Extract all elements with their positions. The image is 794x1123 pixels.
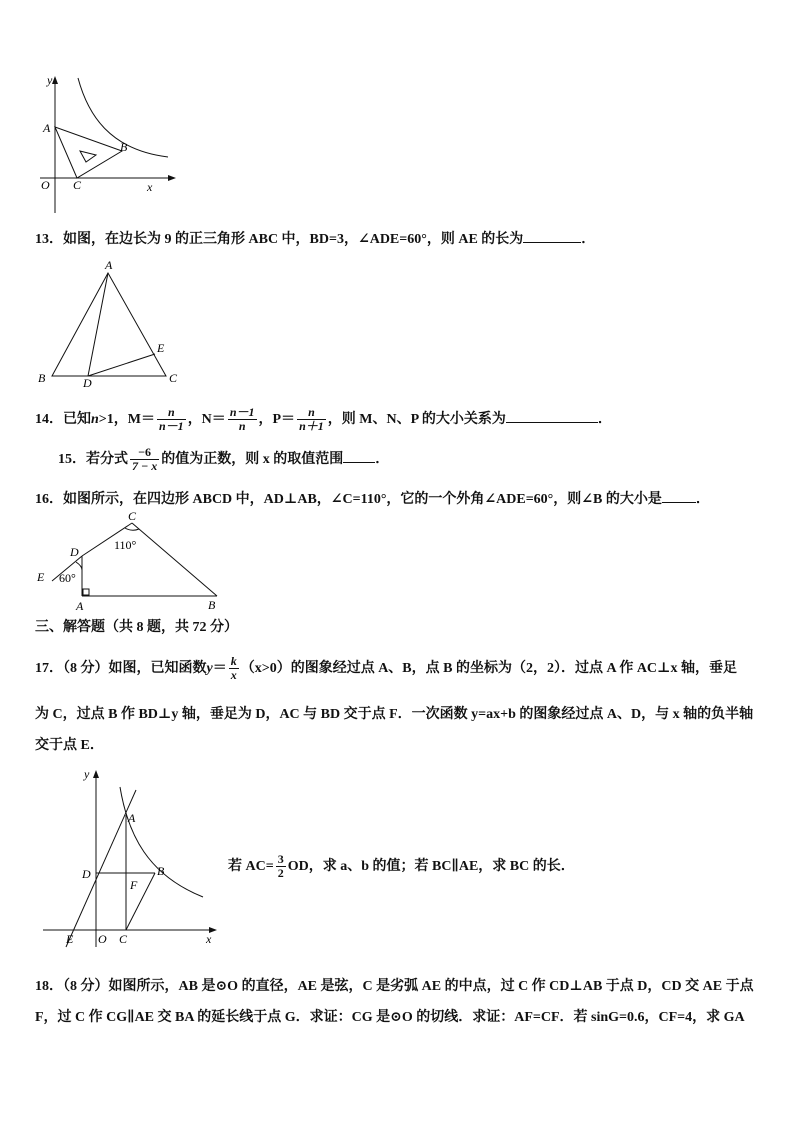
fig17-label-f: F xyxy=(130,878,138,892)
answer-blank-13[interactable] xyxy=(523,230,581,243)
fig17-label-d: D xyxy=(82,867,91,881)
question-14 xyxy=(35,406,612,434)
fraction-m-numerator: n xyxy=(157,406,186,420)
question-17-line2: 为 C，过点 B 作 BD⊥y 轴，垂足为 D，AC 与 BD 交于点 F．一次函数 y=ax+b 的图象经过点 A、D，与 x 轴的负半轴 xyxy=(35,707,754,722)
fraction-n-denominator: n xyxy=(238,419,246,434)
question-13-end: ． xyxy=(581,232,596,247)
question-17-line3: 交于点 E． xyxy=(35,738,104,753)
fraction-q15 xyxy=(130,446,159,473)
fig16-angle-c: 110° xyxy=(114,538,137,552)
question-15-part1: 15．若分式 xyxy=(58,452,128,467)
fraction-p-denominator: n＋1 xyxy=(299,419,324,434)
question-17-side-part1: 若 AC= xyxy=(228,859,274,874)
section-heading-3: 三、解答题（共 8 题，共 72 分） xyxy=(35,620,238,635)
fig16-angle-d: 60° xyxy=(59,571,76,585)
question-17-part2: （x>0）的图象经过点 A、B，点 B 的坐标为（2，2）．过点 A 作 AC⊥x 轴，垂足 xyxy=(240,661,737,676)
question-17-side-part2: OD，求 a、b 的值；若 BC∥AE，求 BC 的长． xyxy=(287,859,575,874)
figure-q17 xyxy=(38,765,223,950)
fig16-label-d: D xyxy=(70,545,79,559)
fig12-label-x: x xyxy=(147,180,153,194)
fig16-label-e: E xyxy=(37,570,45,584)
fig17-label-y: y xyxy=(84,767,90,781)
fig12-label-o: O xyxy=(41,178,50,192)
fraction-p xyxy=(297,406,326,433)
question-16-text: 16．如图所示，在四边形 ABCD 中，AD⊥AB，∠C=110°，它的一个外角∠ADE=60°，则∠B 的大小是 xyxy=(35,492,662,507)
fig17-label-b: B xyxy=(157,864,165,878)
question-15 xyxy=(58,446,389,474)
question-14-part2: >1，M＝ xyxy=(98,412,155,427)
question-14-part1: 14．已知 xyxy=(35,412,91,427)
fig12-label-b: B xyxy=(120,140,128,154)
question-18-line1: 18．（8 分）如图所示，AB 是⊙O 的直径，AE 是弦，C 是劣弧 AE 的中点，过 C 作 CD⊥AB 于点 D，CD 交 AE 于点 xyxy=(35,979,754,994)
fig13-label-d: D xyxy=(83,376,92,390)
fraction-p-numerator: n xyxy=(297,406,326,420)
fig17-label-o: O xyxy=(98,932,107,946)
fig17-label-c: C xyxy=(119,932,128,946)
question-16-end: ． xyxy=(695,492,710,507)
question-15-part2: 的值为正数，则 x 的取值范围 xyxy=(161,452,344,467)
fraction-n-numerator: n－1 xyxy=(229,405,255,420)
question-17-part1: 17．（8 分）如图，已知函数 xyxy=(35,661,207,676)
question-13-text: 13．如图，在边长为 9 的正三角形 ABC 中，BD=3，∠ADE=60°，则 AE 的长为 xyxy=(35,232,524,247)
fig13-label-e: E xyxy=(157,341,165,355)
fraction-three-numerator: 3 xyxy=(277,852,284,867)
fig12-label-y: y xyxy=(47,73,53,87)
fraction-n xyxy=(228,406,257,433)
fraction-q15-numerator: −6 xyxy=(130,446,159,460)
fraction-m-denominator: n－1 xyxy=(159,419,184,434)
question-17-eq: ＝ xyxy=(212,661,227,676)
fig16-label-b: B xyxy=(208,598,216,612)
fig17-label-a: A xyxy=(128,811,136,825)
question-17-line1 xyxy=(35,654,737,684)
fig16-label-a: A xyxy=(76,599,84,613)
fraction-m xyxy=(157,406,186,433)
fig16-label-c: C xyxy=(128,509,137,523)
fig12-label-a: A xyxy=(43,121,51,135)
fraction-k-numerator: k xyxy=(230,654,237,669)
fig13-label-b: B xyxy=(38,371,46,385)
fig12-label-c: C xyxy=(73,178,82,192)
question-13 xyxy=(35,230,595,249)
fraction-two-denominator: 2 xyxy=(277,866,284,881)
figure-q16 xyxy=(32,508,232,616)
fig17-label-e: E xyxy=(66,932,74,946)
question-14-part5: ，则 M、N、P 的大小关系为 xyxy=(327,412,506,427)
question-14-part3: ，N＝ xyxy=(187,412,226,427)
question-16 xyxy=(35,490,710,509)
question-17-side-text xyxy=(228,852,575,882)
question-14-end: ． xyxy=(597,412,612,427)
figure-q12 xyxy=(30,70,180,220)
answer-blank-14[interactable] xyxy=(506,410,598,423)
figure-q13 xyxy=(32,255,192,390)
fraction-three-halves xyxy=(276,853,286,880)
fraction-x-denominator: x xyxy=(230,668,237,683)
question-14-part4: ，P＝ xyxy=(258,412,296,427)
fraction-k-over-x xyxy=(229,655,239,682)
fig13-label-c: C xyxy=(169,371,178,385)
question-15-end: ． xyxy=(375,452,390,467)
fraction-q15-denominator: 7 − x xyxy=(132,459,158,474)
answer-blank-16[interactable] xyxy=(662,490,696,503)
fig13-label-a: A xyxy=(105,258,113,272)
fig17-label-x: x xyxy=(206,932,212,946)
question-17-y: y xyxy=(206,661,213,676)
answer-blank-15[interactable] xyxy=(343,450,375,463)
question-18-line2: F，过 C 作 CG∥AE 交 BA 的延长线于点 G．求证：CG 是⊙O 的切线．求证：AF=CF．若 sinG=0.6，CF=4，求 GA xyxy=(35,1010,745,1025)
question-14-n: n xyxy=(91,412,99,427)
